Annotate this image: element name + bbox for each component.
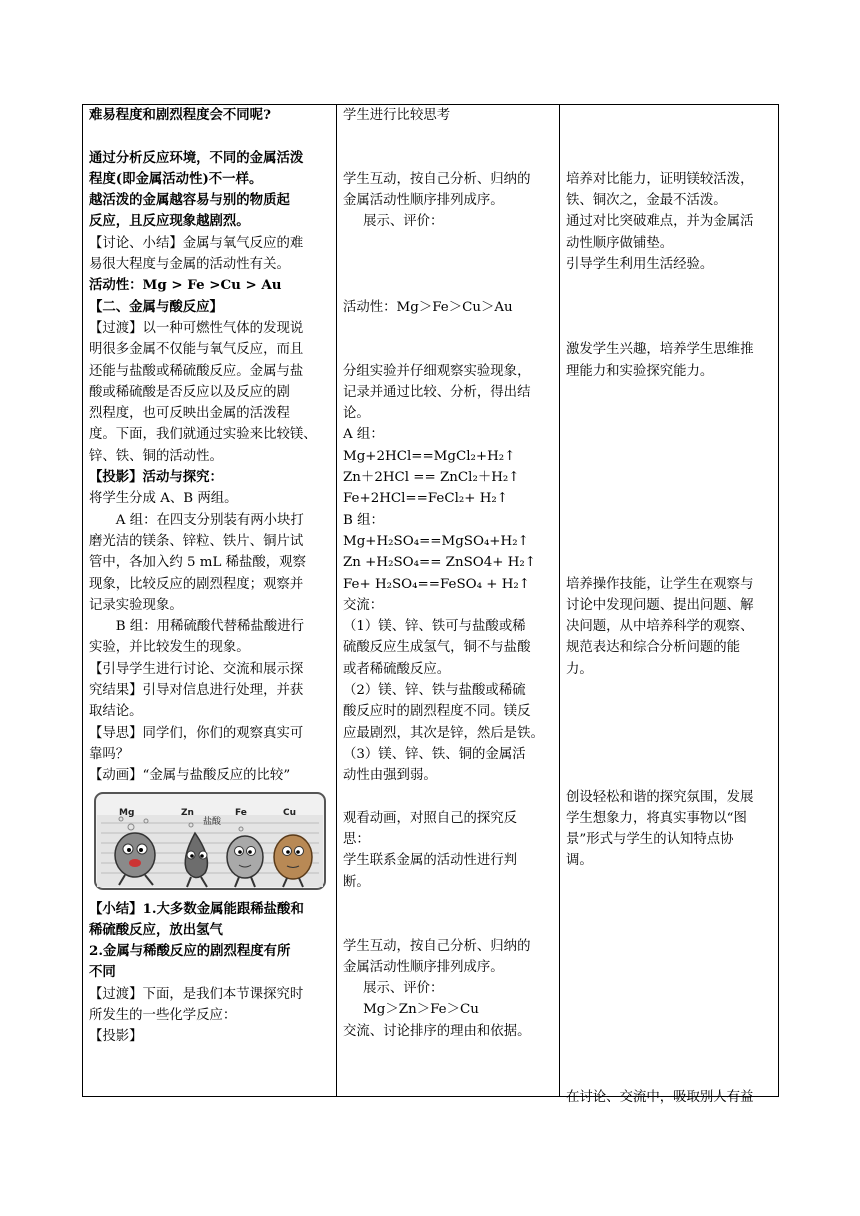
text-line: 还能与盐酸或稀硫酸反应。金属与盐 [89, 363, 304, 379]
text-line: 烈程度，也可反映出金属的活泼程 [89, 406, 290, 422]
fe-label: Fe [235, 807, 247, 818]
text-line: 酸反应时的剧烈程度不同。镁反 [343, 704, 531, 720]
text-line: 所发生的一些化学反应： [89, 1007, 237, 1023]
text-line: 规范表达和综合分析问题的能 [566, 640, 741, 656]
text-line: Mg＞Zn＞Fe＞Cu [363, 1002, 479, 1018]
text-line: 实验，并比较发生的现象。 [89, 640, 250, 656]
text-line: 学生互动，按自己分析、归纳的 [343, 171, 531, 187]
equation: Fe+2HCl==FeCl₂+ H₂↑ [343, 491, 508, 507]
text-line: 激发学生兴趣，培养学生思维推 [566, 342, 754, 358]
text-line: 2.金属与稀酸反应的剧烈程度有所 [89, 943, 291, 960]
teacher-activity-column [89, 105, 333, 1048]
text-line: 硫酸反应生成氢气，铜不与盐酸 [343, 640, 531, 656]
text-line: 不同 [89, 964, 116, 981]
text-line: （2）镁、锌、铁与盐酸或稀硫 [343, 683, 526, 699]
text-line: A 组： [343, 427, 384, 443]
text-line: 取结论。 [89, 704, 143, 720]
text-line: 或者稀硫酸反应。 [343, 661, 451, 677]
metal-acid-animation-image [91, 789, 329, 893]
equation: Fe+ H₂SO₄==FeSO₄ + H₂↑ [343, 576, 530, 592]
text-line: 活动性：Mg > Fe >Cu > Au [89, 277, 282, 294]
text-line: 展示、评价： [363, 214, 444, 230]
text-line: 易很大程度与金属的活动性有关。 [89, 257, 290, 273]
text-line: 动性顺序做铺垫。 [566, 235, 674, 251]
text-line: 度。下面，我们就通过实验来比较镁、 [89, 427, 317, 443]
text-line: 靠吗？ [89, 746, 130, 762]
text-line: 【投影】 [89, 1029, 143, 1045]
text-line: 决问题，从中培养科学的观察、 [566, 619, 754, 635]
text-line: 培养对比能力，证明镁较活泼， [566, 171, 754, 187]
text-line: 景”形式与学生的认知特点协 [566, 832, 734, 848]
text-line: 交流： [343, 597, 384, 613]
text-line: 究结果】引导对信息进行处理，并获 [89, 683, 304, 699]
text-line: B 组： [343, 512, 384, 528]
text-line: 【导思】同学们，你们的观察真实可 [89, 725, 304, 741]
text-line: 【小结】1.大多数金属能跟稀盐酸和 [89, 900, 304, 917]
text-line: 铁、铜次之，金最不活泼。 [566, 193, 727, 209]
text-line: 理能力和实验探究能力。 [566, 363, 714, 379]
text-line: 越活泼的金属越容易与别的物质起 [89, 192, 290, 209]
text-line: 调。 [566, 853, 593, 869]
text-line: 观看动画，对照自己的探究反 [343, 810, 518, 826]
zn-label: Zn [181, 807, 194, 818]
text-line: 【过渡】下面，是我们本节课探究时 [89, 986, 304, 1002]
text-line: 【引导学生进行讨论、交流和展示探 [89, 661, 304, 677]
text-line: 学生联系金属的活动性进行判 [343, 853, 518, 869]
mg-label: Mg [119, 807, 135, 818]
text-line: 【过渡】以一种可燃性气体的发现说 [89, 320, 304, 336]
text-line: 培养操作技能，让学生在观察与 [566, 576, 754, 592]
cu-label: Cu [283, 807, 297, 818]
text-line: 酸或稀硫酸是否反应以及反应的剧 [89, 384, 290, 400]
text-line: 通过对比突破难点，并为金属活 [566, 214, 754, 230]
text-line: 思： [343, 832, 370, 848]
equation: Zn＋2HCl == ZnCl₂＋H₂↑ [343, 470, 520, 486]
text-line: 活动性：Mg＞Fe＞Cu＞Au [343, 299, 513, 315]
text-line: 明很多金属不仅能与氧气反应，而且 [89, 342, 304, 358]
design-intent-column [566, 105, 776, 872]
text-line: 记录并通过比较、分析，得出结 [343, 384, 531, 400]
text-line: 论。 [343, 406, 370, 422]
text-line: 力。 [566, 661, 593, 677]
column-divider [336, 105, 337, 1096]
text-line: 将学生分成 A、B 两组。 [89, 491, 238, 507]
text-line: 记录实验现象。 [89, 597, 183, 613]
lesson-plan-table [82, 104, 779, 1106]
text-line: 动性由强到弱。 [343, 768, 437, 784]
section-heading: 【二、金属与酸反应】 [89, 298, 223, 315]
text-line: 通过分析反应环境，不同的金属活泼 [89, 149, 304, 166]
text-line: 磨光洁的镁条、锌粒、铁片、铜片试 [89, 533, 304, 549]
text-line: 金属活动性顺序排列成序。 [343, 959, 504, 975]
text-line: 引导学生利用生活经验。 [566, 257, 714, 273]
text-line: 程度(即金属活动性)不一样。 [89, 170, 263, 187]
text-line: （1）镁、锌、铁可与盐酸或稀 [343, 619, 526, 635]
text-line: 学生互动，按自己分析、归纳的 [343, 938, 531, 954]
text-line: B 组：用稀硫酸代替稀盐酸进行 [115, 619, 304, 635]
equation: Zn +H₂SO₄== ZnSO4+ H₂↑ [343, 555, 537, 571]
student-activity-column [343, 105, 555, 1042]
text-line: A 组：在四支分别装有两小块打 [115, 512, 304, 528]
text-line: 在讨论、交流中，吸取别人有益 [566, 1090, 754, 1106]
text-line: 稀硫酸反应，放出氢气 [89, 921, 223, 938]
text-line: 学生进行比较思考 [343, 108, 451, 123]
text-line: 分组实验并仔细观察实验现象， [343, 363, 531, 379]
text-line: 难易程度和剧烈程度会不同呢? [89, 107, 271, 123]
hydrochloric-acid-label: 盐酸 [203, 816, 222, 827]
text-line: 应最剧烈，其次是锌，然后是铁。 [343, 725, 544, 741]
equation: Mg+2HCl==MgCl₂+H₂↑ [343, 448, 516, 464]
text-line: 学生想象力，将真实事物以“图 [566, 810, 747, 826]
equation: Mg+H₂SO₄==MgSO₄+H₂↑ [343, 533, 529, 549]
text-line: 管中，各加入约 5 mL 稀盐酸，观察 [89, 555, 306, 571]
text-line: 【动画】“金属与盐酸反应的比较” [89, 768, 291, 784]
text-line: 反应，且反应现象越剧烈。 [89, 213, 250, 230]
text-line: 讨论中发现问题、提出问题、解 [566, 597, 754, 613]
text-line: 【讨论、小结】金属与氧气反应的难 [89, 235, 304, 251]
text-line: 交流、讨论排序的理由和依据。 [343, 1023, 531, 1039]
text-line: （3）镁、锌、铁、铜的金属活 [343, 746, 526, 762]
text-line: 锌、铁、铜的活动性。 [89, 448, 223, 464]
text-line: 展示、评价： [363, 981, 444, 997]
text-line: 创设轻松和谐的探究氛围，发展 [566, 789, 754, 805]
column-divider [559, 105, 560, 1096]
text-line: 【投影】活动与探究： [89, 469, 223, 486]
text-line: 断。 [343, 874, 370, 890]
text-line: 金属活动性顺序排列成序。 [343, 193, 504, 209]
text-line: 现象，比较反应的剧烈程度；观察并 [89, 576, 304, 592]
